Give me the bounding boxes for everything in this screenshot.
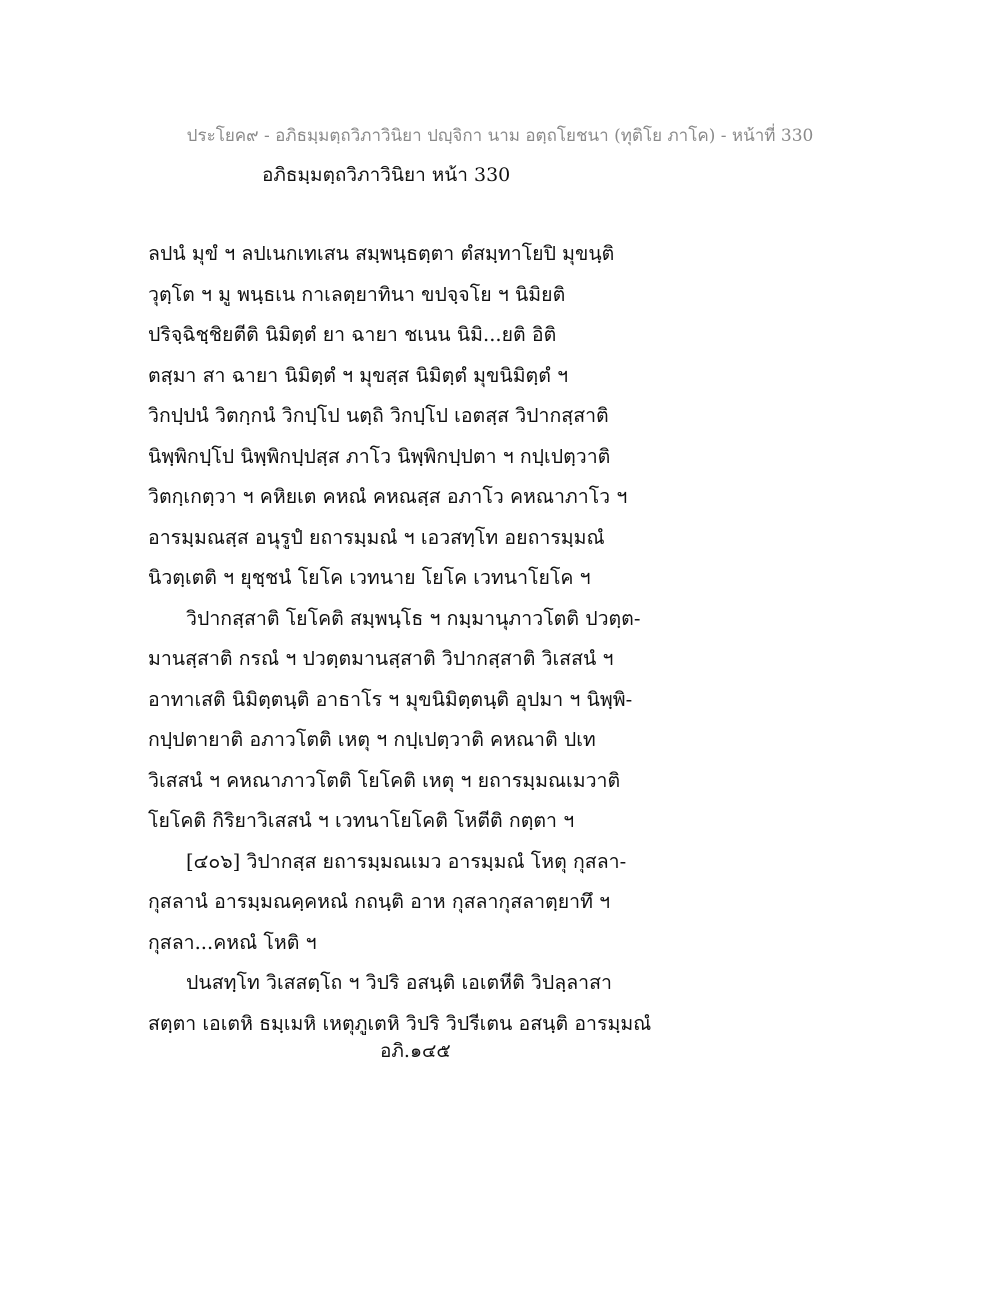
text-line-8: อารมฺมณสฺส อนุรูปํ ยถารมฺมณํ ฯ เอวสทฺโท อยถารมฺมณํ	[148, 525, 605, 549]
text-line-2: วุตฺโต ฯ มู พนฺธเน กาเลตฺยาทินา ขปจฺจโย ฯ นิมิยติ	[148, 282, 566, 306]
page-marker: อภิ.๑๔๕	[380, 1040, 451, 1062]
text-line-17: กุสลานํ อารมฺมณคฺคหณํ กถนฺติ อาห กุสลากุสลาตฺยาทึ ฯ	[148, 890, 611, 913]
text-line-3: ปริจฺฉิชฺชิยตีติ นิมิตฺตํ ยา ฉายา ชเนน นิมิ...ยติ อิติ	[148, 323, 557, 346]
text-line-16: [๔๐๖] วิปากสฺส ยถารมฺมณเมว อารมฺมณํ โหตุ กุสลา-	[186, 849, 627, 873]
text-line-9: นิวตฺเตติ ฯ ยุชฺชนํ โยโค เวทนาย โยโค เวทนาโยโค ฯ	[148, 566, 591, 589]
text-line-12: อาทาเสติ นิมิตฺตนฺติ อาธาโร ฯ มุขนิมิตฺตนฺติ อุปมา ฯ นิพฺพิ-	[148, 687, 633, 711]
body-text	[148, 234, 668, 1044]
text-line-13: กปฺปตายาติ อภาวโตติ เหตุ ฯ กปฺเปตฺวาติ คหณาติ ปเท	[148, 728, 596, 751]
text-line-5: วิกปฺปนํ วิตกฺกนํ วิกปฺโป นตฺถิ วิกปฺโป เอตสฺส วิปากสฺสาติ	[148, 404, 609, 427]
text-line-7: วิตกฺเกตฺวา ฯ คหิยเต คหณํ คหณสฺส อภาโว คหณาภาโว ฯ	[148, 485, 628, 508]
text-line-19: ปนสทฺโท วิเสสตฺโถ ฯ วิปริ อสนฺติ เอเตหีติ วิปลฺลาสา	[186, 971, 612, 994]
text-line-14: วิเสสนํ ฯ คหณาภาวโตติ โยโคติ เหตุ ฯ ยถารมฺมณเมวาติ	[148, 768, 621, 792]
text-line-1: ลปนํ มุขํ ฯ ลปเนกเทเสน สมฺพนฺธตฺตา ตํสมฺทาโยปิ มุขนฺติ	[148, 242, 615, 265]
text-line-20: สตฺตา เอเตหิ ธมฺเมหิ เหตุภูเตหิ วิปริ วิปรีเตน อสนฺติ อารมฺมณํ	[148, 1011, 652, 1035]
text-line-18: กุสลา...คหณํ โหติ ฯ	[148, 930, 317, 954]
text-line-15: โยโคติ กิริยาวิเสสนํ ฯ เวทนาโยโคติ โหตีติ กตฺตา ฯ	[148, 809, 575, 832]
page-title: อภิธมฺมตฺถวิภาวินิยา หน้า 330	[262, 164, 511, 186]
text-line-4: ตสฺมา สา ฉายา นิมิตฺตํ ฯ มุขสฺส นิมิตฺตํ มุขนิมิตฺตํ ฯ	[148, 363, 569, 387]
text-line-10: วิปากสฺสาติ โยโคติ สมฺพนฺโธ ฯ กมฺมานุภาวโตติ ปวตฺต-	[186, 606, 641, 630]
text-line-6: นิพฺพิกปฺโป นิพฺพิกปฺปสฺส ภาโว นิพฺพิกปฺปตา ฯ กปฺเปตฺวาติ	[148, 444, 611, 468]
running-header: ประโยค๙ - อภิธมฺมตฺถวิภาวินิยา ปญฺจิกา นาม อตฺถโยชนา (ทุติโย ภาโค) - หน้าที่ 330	[186, 126, 814, 146]
text-line-11: มานสฺสาติ กรณํ ฯ ปวตฺตมานสฺสาติ วิปากสฺสาติ วิเสสนํ ฯ	[148, 647, 614, 670]
